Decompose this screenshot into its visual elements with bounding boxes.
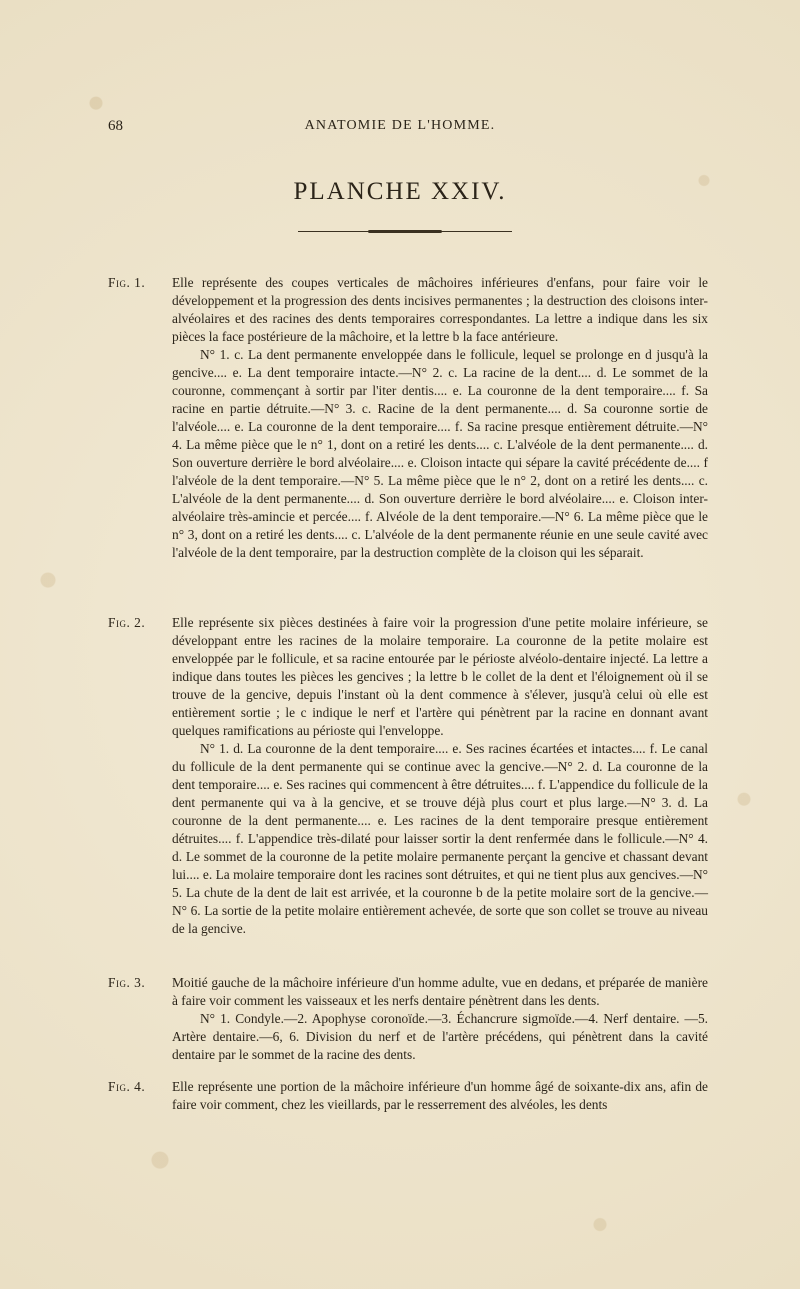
ornament-rule [298, 228, 512, 236]
figure-2 [108, 614, 708, 938]
figure-4 [108, 1078, 708, 1114]
figure-1 [108, 274, 708, 562]
figure-label: Fig. 3. [108, 975, 146, 990]
figure-label: Fig. 2. [108, 615, 146, 630]
figure-description: Moitié gauche de la mâchoire inférieure d'un homme adulte, vue en dedans, et préparée de manière à faire voir comment les vaisseaux et les nerfs dentaire pénètrent dans les dents. [172, 975, 708, 1008]
figure-description: Elle représente six pièces destinées à faire voir la progression d'une petite molaire inférieure, se développant entre les racines de la molaire temporaire. La couronne de la petite molaire est enveloppée par le follicule, et sa racine entourée par le périoste alvéolo-dentaire injecté. La lettre a indique dans toutes les pièces les gencives ; la lettre b le collet de la dent et l'éloignement où il se trouve de la gencive, depuis l'instant où la dent commence à s'élever, jusqu'à celui où elle est entièrement sortie ; le c indique le nerf et l'artère qui pénètrent par la racine en donnant avant quelques ramifications au périoste qui l'enveloppe. [172, 615, 708, 738]
figure-detail: N° 1. c. La dent permanente enveloppée dans le follicule, lequel se prolonge en d jusqu'à la gencive.... e. La dent temporaire intacte.—N° 2. c. La racine de la dent.... d. Le sommet de la couronne, commençant à sortir par l'iter dentis.... e. La couronne de la dent temporaire.... f. Sa racine en partie détruite.—N° 3. c. Racine de la dent permanente.... d. Sa couronne sortie de l'alvéole.... e. La couronne de la dent temporaire.... f. Sa racine presque entièrement détruite.—N° 4. La même pièce que le n° 1, dont on a retiré les dents.... c. L'alvéole de la dent permanente.... d. Son ouverture derrière le bord alvéolaire.... e. Cloison intacte qui sépare la cavité précédente de.... f l'alvéole de la dent temporaire.—N° 5. La même pièce que le n° 2, dont on a retiré les dents.... c. L'alvéole de la dent permanente.... d. Son ouverture derrière le bord alvéolaire.... e. Cloison inter-alvéolaire très-amincie et percée.... f. Alvéole de la dent temporaire.—N° 6. La même pièce que le n° 3, dont on a retiré les dents.... c. L'alvéole de la dent permanente réunie en une seule cavité avec l'alvéole de la dent temporaire, par la destruction complète de la cloison qui les séparait. [172, 347, 708, 560]
figure-3 [108, 974, 708, 1064]
figure-label: Fig. 4. [108, 1079, 146, 1094]
figure-label: Fig. 1. [108, 275, 146, 290]
figure-detail: N° 1. d. La couronne de la dent temporaire.... e. Ses racines écartées et intactes.... f. Le canal du follicule de la dent permanente qui se continue avec la gencive.—N° 2. d. La couronne de la dent temporaire.... e. Ses racines qui commencent à être détruites.... f. L'appendice du follicule de la dent permanente qui va à la gencive, et se trouve déjà plus court et plus large.—N° 3. d. La couronne de la dent permanente.... e. Les racines de la dent temporaire presque entièrement détruites.... f. L'appendice très-dilaté pour laisser sortir la dent renfermée dans le follicule.—N° 4. d. Le sommet de la couronne de la petite molaire permanente perçant la gencive et chassant devant lui.... e. La molaire temporaire dont les racines sont détruites, et qui ne tient plus aux gencives.—N° 5. La chute de la dent de lait est arrivée, et la couronne b de la petite molaire sort de la gencive.—N° 6. La sortie de la petite molaire entièrement achevée, de sorte que son collet se trouve au niveau de la gencive. [172, 741, 708, 936]
plate-title: PLANCHE XXIV. [293, 178, 507, 205]
figure-description: Elle représente une portion de la mâchoire inférieure d'un homme âgé de soixante-dix ans, afin de faire voir comment, chez les vieillards, par le resserrement des alvéoles, les dents [172, 1079, 708, 1112]
running-head [0, 118, 800, 138]
figure-description: Elle représente des coupes verticales de mâchoires inférieures d'enfans, pour faire voir le développement et la progression des dents incisives permanentes ; la destruction des cloisons inter-alvéolaires et des racines des dents temporaires correspondantes. La lettre a indique dans les six pièces la face postérieure de la mâchoire, et la lettre b la face antérieure. [172, 275, 708, 344]
running-title: ANATOMIE DE L'HOMME. [304, 118, 496, 133]
page-number: 68 [108, 118, 123, 134]
figure-detail: N° 1. Condyle.—2. Apophyse coronoïde.—3. Échancrure sigmoïde.—4. Nerf dentaire. —5. Artère dentaire.—6, 6. Division du nerf et de l'artère précédens, qui pénètrent dans la cavité dentaire par le sommet de la racine des dents. [172, 1011, 708, 1062]
